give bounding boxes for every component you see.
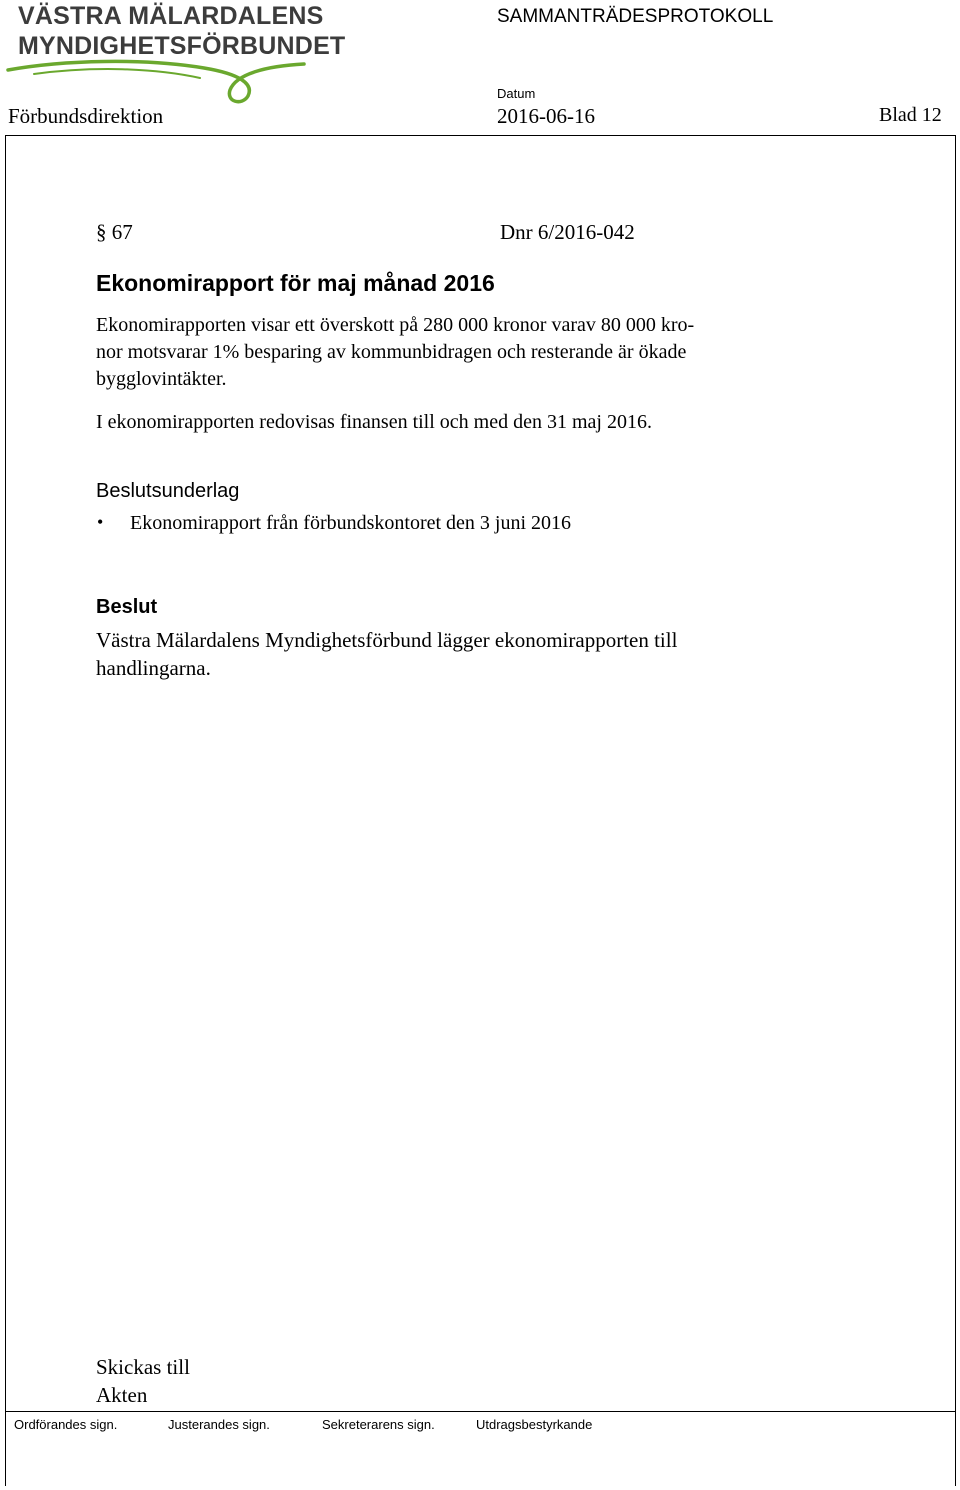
basis-list-item: Ekonomirapport från förbundskontoret den 3 juni 2016 [130, 512, 572, 534]
organization-unit: Förbundsdirektion [8, 104, 164, 128]
logo-swoosh-icon [4, 56, 324, 108]
extract-certification-label: Utdragsbestyrkande [476, 1417, 593, 1432]
body-line: nor motsvarar 1% besparing av kommunbidragen och resterande är ökade [96, 341, 687, 363]
logo-text-line2: MYNDIGHETSFÖRBUNDET [18, 32, 346, 60]
signature-bar [5, 1411, 956, 1412]
page-number: Blad 12 [879, 104, 942, 126]
registration-number: Dnr 6/2016-042 [500, 220, 635, 244]
organization-logo [4, 0, 346, 108]
decision-heading: Beslut [96, 596, 158, 618]
section-title: Ekonomirapport för maj månad 2016 [96, 270, 495, 296]
date-value: 2016-06-16 [497, 104, 595, 128]
basis-heading: Beslutsunderlag [96, 480, 240, 502]
send-to-item: Akten [96, 1383, 148, 1407]
adjuster-signature-label: Justerandes sign. [168, 1417, 270, 1432]
decision-line: handlingarna. [96, 656, 211, 680]
logo-text-line1: VÄSTRA MÄLARDALENS [18, 2, 324, 30]
body-line: I ekonomirapporten redovisas finansen till och med den 31 maj 2016. [96, 411, 652, 433]
body-line: Ekonomirapporten visar ett överskott på 280 000 kronor varav 80 000 kro- [96, 314, 695, 336]
body-line: bygglovintäkter. [96, 368, 227, 390]
date-label: Datum [497, 86, 536, 101]
page-frame [5, 135, 956, 1486]
decision-line: Västra Mälardalens Myndighetsförbund lägger ekonomirapporten till [96, 628, 678, 652]
bullet-marker: • [97, 512, 104, 532]
paragraph-number: § 67 [96, 220, 133, 244]
document-type: SAMMANTRÄDESPROTOKOLL [497, 6, 774, 27]
secretary-signature-label: Sekreterarens sign. [322, 1417, 435, 1432]
send-to-label: Skickas till [96, 1355, 190, 1379]
chair-signature-label: Ordförandes sign. [14, 1417, 118, 1432]
